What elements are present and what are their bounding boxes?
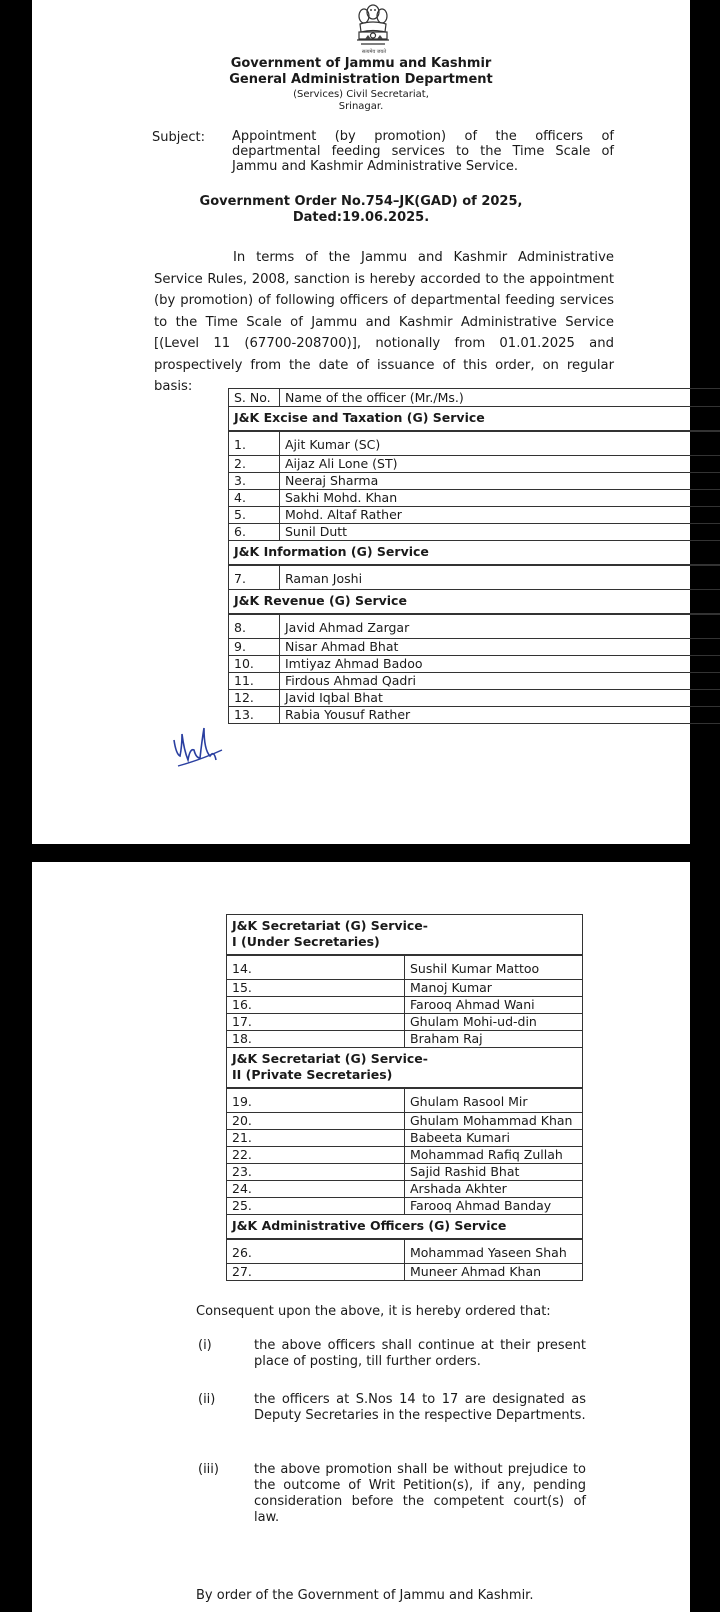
serial-number-cell: 23. <box>227 1164 405 1181</box>
clause-number: (ii) <box>198 1392 216 1407</box>
officer-name-cell: Raman Joshi <box>280 565 720 590</box>
service-section-title <box>229 541 720 566</box>
serial-number-cell: 22. <box>227 1147 405 1164</box>
header-department: General Administration Department <box>229 72 493 87</box>
serial-number-cell: 25. <box>227 1198 405 1215</box>
table-row <box>227 1164 583 1181</box>
table-row <box>229 490 720 507</box>
serial-number-cell: 5. <box>229 507 280 524</box>
serial-number-cell: 4. <box>229 490 280 507</box>
serial-number-cell: 20. <box>227 1113 405 1130</box>
officer-name-cell: Ghulam Rasool Mir <box>405 1088 583 1113</box>
table-row <box>229 507 720 524</box>
clause-number: (i) <box>198 1338 212 1353</box>
clause-text: the officers at S.Nos 14 to 17 are designated as Deputy Secretaries in the respective Departments. <box>254 1392 586 1423</box>
col-sno-header: S. No. <box>229 389 280 407</box>
clause-text: the above promotion shall be without prejudice to the outcome of Writ Petition(s), if any, pending consideration before the competent court(s) of law. <box>254 1462 586 1525</box>
table-row <box>229 473 720 490</box>
table-row <box>227 1264 583 1281</box>
officer-name-cell: Neeraj Sharma <box>280 473 720 490</box>
officer-name-cell: Ghulam Mohammad Khan <box>405 1113 583 1130</box>
officer-name-cell: Muneer Ahmad Khan <box>405 1264 583 1281</box>
table-row <box>227 1031 583 1048</box>
table-row <box>227 980 583 997</box>
table-row <box>227 1130 583 1147</box>
officer-name-cell: Farooq Ahmad Wani <box>405 997 583 1014</box>
officer-name-cell: Arshada Akhter <box>405 1181 583 1198</box>
officers-table-page1 <box>228 388 720 724</box>
order-date: Dated:19.06.2025. <box>292 210 430 225</box>
officers-table-page2 <box>226 914 583 1281</box>
serial-number-cell: 18. <box>227 1031 405 1048</box>
serial-number-cell: 21. <box>227 1130 405 1147</box>
document-page-1 <box>32 0 690 844</box>
table-row <box>229 565 720 590</box>
subject-text: Appointment (by promotion) of the officers of departmental feeding services to the Time Scale of Jammu and Kashmir Administrative Service. <box>232 129 614 174</box>
clause-text: the above officers shall continue at their present place of posting, till further orders. <box>254 1338 586 1369</box>
table-row <box>227 1181 583 1198</box>
serial-number-cell: 27. <box>227 1264 405 1281</box>
clause-number: (iii) <box>198 1462 219 1477</box>
officer-name-cell: Javid Ahmad Zargar <box>280 614 720 639</box>
table-row <box>227 1239 583 1264</box>
section-title-cell: J&K Secretariat (G) Service-I (Under Secretaries) <box>227 915 583 956</box>
table-row <box>229 707 720 724</box>
consequent-statement: Consequent upon the above, it is hereby ordered that: <box>196 1304 551 1319</box>
officer-name-cell: Farooq Ahmad Banday <box>405 1198 583 1215</box>
table-row <box>229 431 720 456</box>
serial-number-cell: 19. <box>227 1088 405 1113</box>
table-row <box>229 456 720 473</box>
serial-number-cell: 8. <box>229 614 280 639</box>
by-order-line: By order of the Government of Jammu and Kashmir. <box>196 1588 534 1603</box>
serial-number-cell: 1. <box>229 431 280 456</box>
officer-name-cell: Manoj Kumar <box>405 980 583 997</box>
officer-name-cell: Mohammad Yaseen Shah <box>405 1239 583 1264</box>
header-services: (Services) Civil Secretariat, <box>293 89 429 100</box>
table-row <box>227 1014 583 1031</box>
serial-number-cell: 9. <box>229 639 280 656</box>
serial-number-cell: 6. <box>229 524 280 541</box>
table-row <box>229 690 720 707</box>
table-row <box>227 1147 583 1164</box>
emblem-motto: सत्यमेव जयते <box>361 49 387 55</box>
section-title-cell: J&K Administrative Officers (G) Service <box>227 1215 583 1240</box>
header-city: Srinagar. <box>338 101 384 112</box>
national-emblem-icon <box>351 2 395 54</box>
section-title-cell: J&K Excise and Taxation (G) Service <box>229 407 720 432</box>
table-row <box>227 997 583 1014</box>
serial-number-cell: 14. <box>227 955 405 980</box>
subject-label: Subject: <box>152 130 205 145</box>
table-row <box>229 673 720 690</box>
officer-name-cell: Javid Iqbal Bhat <box>280 690 720 707</box>
serial-number-cell: 24. <box>227 1181 405 1198</box>
serial-number-cell: 7. <box>229 565 280 590</box>
table-row <box>229 614 720 639</box>
serial-number-cell: 2. <box>229 456 280 473</box>
handwritten-signature <box>170 720 234 790</box>
officer-name-cell: Nisar Ahmad Bhat <box>280 639 720 656</box>
service-section-title <box>227 1048 583 1089</box>
officer-name-cell: Ajit Kumar (SC) <box>280 431 720 456</box>
header-government: Government of Jammu and Kashmir <box>230 56 492 71</box>
serial-number-cell: 16. <box>227 997 405 1014</box>
serial-number-cell: 3. <box>229 473 280 490</box>
section-title-cell: J&K Revenue (G) Service <box>229 590 720 615</box>
service-section-title <box>227 915 583 956</box>
table-row <box>229 524 720 541</box>
serial-number-cell: 17. <box>227 1014 405 1031</box>
officer-name-cell: Babeeta Kumari <box>405 1130 583 1147</box>
body-paragraph: In terms of the Jammu and Kashmir Administrative Service Rules, 2008, sanction is hereby accorded to the appointment (by promotion) of following officers of departmental feeding services to the Time Scale of Jammu and Kashmir Administrative Service [(Level 11 (67700-208700)], notionally from 01.01.2025 and prospectively from the date of issuance of this order, on regular basis: <box>154 250 614 394</box>
table-row <box>227 955 583 980</box>
table-row <box>227 1113 583 1130</box>
officer-name-cell: Imtiyaz Ahmad Badoo <box>280 656 720 673</box>
serial-number-cell: 11. <box>229 673 280 690</box>
order-number: Government Order No.754–JK(GAD) of 2025, <box>199 194 523 209</box>
officer-name-cell: Mohammad Rafiq Zullah <box>405 1147 583 1164</box>
table-row <box>229 639 720 656</box>
service-section-title <box>229 407 720 432</box>
section-title-cell: J&K Information (G) Service <box>229 541 720 566</box>
table-row <box>227 1198 583 1215</box>
officer-name-cell: Aijaz Ali Lone (ST) <box>280 456 720 473</box>
officer-name-cell: Braham Raj <box>405 1031 583 1048</box>
officer-name-cell: Firdous Ahmad Qadri <box>280 673 720 690</box>
serial-number-cell: 15. <box>227 980 405 997</box>
serial-number-cell: 26. <box>227 1239 405 1264</box>
officer-name-cell: Sajid Rashid Bhat <box>405 1164 583 1181</box>
serial-number-cell: 10. <box>229 656 280 673</box>
table-row <box>229 656 720 673</box>
officer-name-cell: Ghulam Mohi-ud-din <box>405 1014 583 1031</box>
officer-name-cell: Sunil Dutt <box>280 524 720 541</box>
officer-name-cell: Mohd. Altaf Rather <box>280 507 720 524</box>
table-row <box>227 1088 583 1113</box>
officer-name-cell: Rabia Yousuf Rather <box>280 707 720 724</box>
officer-name-cell: Sakhi Mohd. Khan <box>280 490 720 507</box>
section-title-cell: J&K Secretariat (G) Service-II (Private Secretaries) <box>227 1048 583 1089</box>
service-section-title <box>229 590 720 615</box>
col-name-header: Name of the officer (Mr./Ms.) <box>280 389 720 407</box>
service-section-title <box>227 1215 583 1240</box>
table-header-row <box>229 389 720 407</box>
serial-number-cell: 13. <box>229 707 280 724</box>
officer-name-cell: Sushil Kumar Mattoo <box>405 955 583 980</box>
serial-number-cell: 12. <box>229 690 280 707</box>
